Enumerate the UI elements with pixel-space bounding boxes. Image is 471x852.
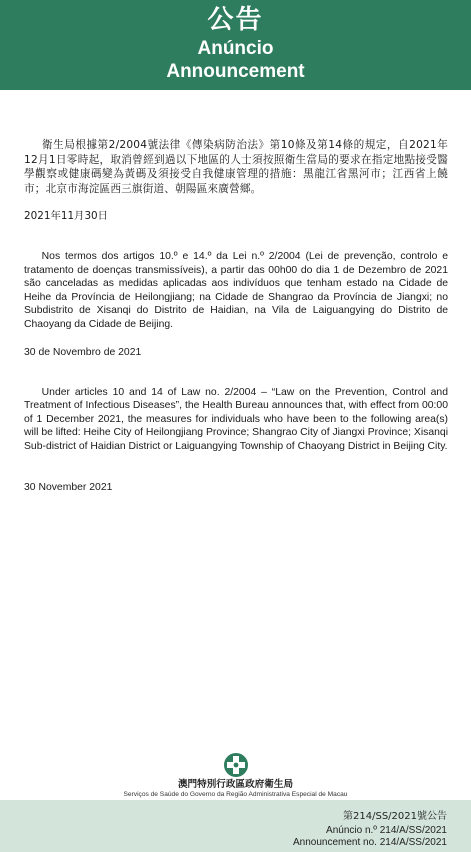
date-portuguese: 30 de Novembro de 2021 [24,346,142,358]
announcement-header [0,0,471,90]
date-chinese: 2021年11月30日 [24,210,109,222]
reference-number-chinese: 第214/SS/2021號公告 [343,811,447,822]
title-portuguese: Anúncio [197,38,274,59]
title-chinese: 公告 [207,5,264,35]
date-english: 30 November 2021 [24,481,113,493]
health-bureau-logo-icon [223,752,249,778]
title-english: Announcement [166,61,305,82]
paragraph-chinese: 衛生局根據第2/2004號法律《傳染病防治法》第10條及第14條的規定，自2021年12月1日零時起，取消曾經到過以下地區的人士須按照衛生當局的要求在指定地點接受醫學觀察或健康碼變為黃碼及須接受自我健康管理的措施：黑龍江省黑河市；江西省上饒市；北京市海淀區西三旗街道、朝陽區來廣營鄉。 [24,139,448,195]
paragraph-portuguese: Nos termos dos artigos 10.º e 14.º da Lei n.º 2/2004 (Lei de prevenção, controlo e tratamento de doenças transmissíveis), a partir das 00h00 do dia 1 de Dezembro de 2021 são canceladas as medidas aplicadas aos indivíduos que tenham estado na Cidade de Heihe da Província de Heilongjiang; na Cidade de Shangrao da Província de Jiangxi; no Subdistrito de Xisanqi do Distrito de Haidian, na Vila de Laiguangying do Distrito de Chaoyang da Cidade de Beijing. [24,251,448,330]
paragraph-english: Under articles 10 and 14 of Law no. 2/2004 – “Law on the Prevention, Control and Treatment of Infectious Diseases”, the Health Bureau announces that, with effect from 00:00 of 1 December 2021, the measures for individuals who have been to the following area(s) will be lifted: Heihe City of Heilongjiang Province; Shangrao City of Jiangxi Province; Xisanqi Sub-district of Haidian District or Laiguangying Township of Chaoyang District in Beijing City. [24,386,448,452]
reference-number-english: Announcement no. 214/A/SS/2021 [292,837,447,848]
announcement-body [24,138,448,494]
organization-name-chinese: 澳門特別行政區政府衛生局 [177,779,294,790]
organization-name-portuguese: Serviços de Saúde do Governo da Região Administrativa Especial de Macau [123,791,348,798]
reference-number-portuguese: Anúncio n.º 214/A/SS/2021 [326,825,447,836]
